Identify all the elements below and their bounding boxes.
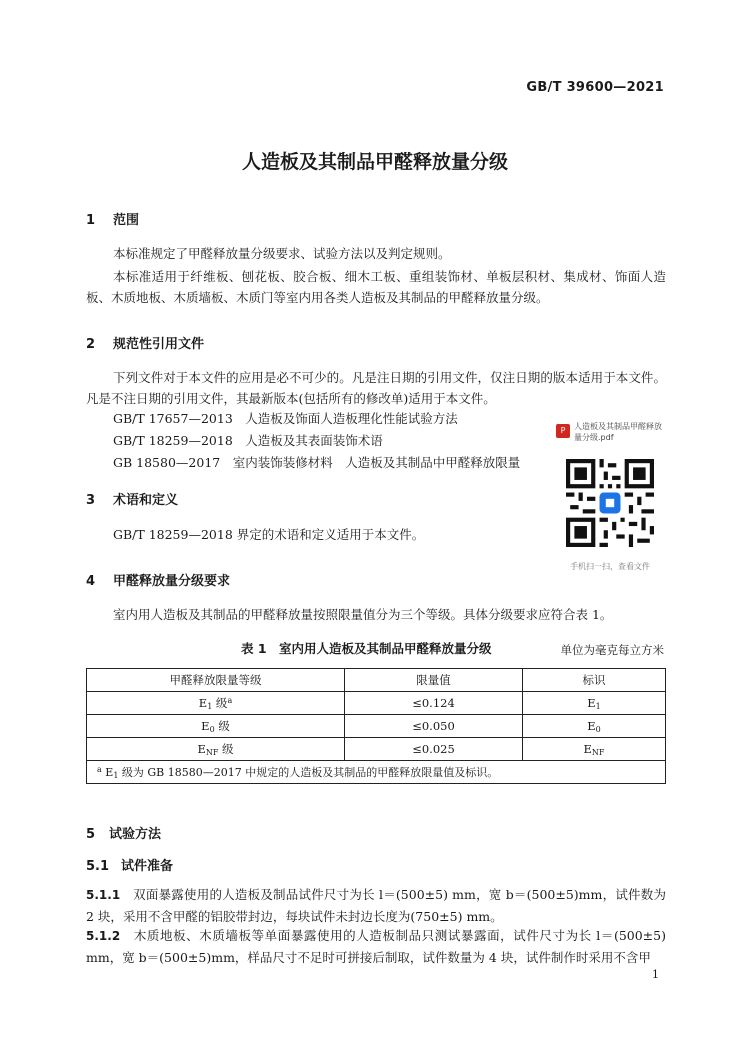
table-header: 标识	[523, 669, 666, 692]
clause-5-1-2	[86, 925, 666, 968]
table-note: $^a$ $E_1$ 级为 GB 18580—2017 中规定的人造板及其制品的甲醛释放限量值及标识。	[87, 761, 666, 784]
limit-cell: ≤0.124	[345, 692, 523, 715]
table-caption: 表 1 室内用人造板及其制品甲醛释放量分级	[241, 641, 492, 656]
formaldehyde-grade-table	[86, 668, 666, 784]
mark-cell: $E_1$	[523, 692, 666, 715]
grade-cell: $E_{NF}$ 级	[87, 738, 345, 761]
table-row	[87, 692, 666, 715]
section-1-heading	[86, 209, 139, 228]
table-unit: 单位为毫克每立方米	[560, 643, 664, 657]
section-title: 术语和定义	[113, 493, 179, 508]
grade-cell: $E_0$ 级	[87, 715, 345, 738]
normative-reference: GB/T 17657—2013 人造板及饰面人造板理化性能试验方法	[113, 411, 458, 426]
limit-cell: ≤0.025	[345, 738, 523, 761]
section-2-paragraph-1: 下列文件对于本文件的应用是必不可少的。凡是注日期的引用文件，仅注日期的版本适用于本文件。凡是不注日期的引用文件，其最新版本(包括所有的修改单)适用于本文件。	[86, 370, 666, 406]
table-header: 甲醛释放限量等级	[87, 669, 345, 692]
table-header-row	[87, 669, 666, 692]
section-number: 3	[86, 493, 96, 508]
mark-cell: $E_0$	[523, 715, 666, 738]
standard-code: GB/T 39600—2021	[526, 80, 664, 95]
document-title: 人造板及其制品甲醛释放量分级	[241, 151, 508, 173]
page-number: 1	[652, 968, 659, 981]
pdf-file-icon: P	[556, 424, 570, 438]
section-5-1-heading	[86, 855, 173, 874]
qr-code[interactable]	[566, 459, 654, 547]
section-title: 试验方法	[109, 827, 162, 842]
mark-cell: $E_{NF}$	[523, 738, 666, 761]
section-5-heading	[86, 823, 161, 842]
section-number: 5	[86, 827, 96, 842]
clause-number: 5.1.2	[86, 929, 121, 943]
section-4-heading	[86, 570, 230, 589]
table-header: 限量值	[345, 669, 523, 692]
clause-number: 5.1.1	[86, 888, 121, 902]
section-4-paragraph-1: 室内用人造板及其制品的甲醛释放量按照限量值分为三个等级。具体分级要求应符合表 1。	[113, 607, 613, 622]
limit-cell: ≤0.050	[345, 715, 523, 738]
table-row	[87, 738, 666, 761]
clause-5-1-1	[86, 884, 666, 927]
table-row	[87, 715, 666, 738]
qr-file-name: 人造板及其制品甲醛释放量分级.pdf	[574, 422, 662, 442]
grade-cell: $E_1$ 级$^a$	[87, 692, 345, 715]
section-2-heading	[86, 333, 204, 352]
section-title: 甲醛释放量分级要求	[113, 574, 231, 589]
section-number: 2	[86, 337, 96, 352]
section-number: 5.1	[86, 859, 110, 874]
clause-text: 木质地板、木质墙板等单面暴露使用的人造板制品只测试暴露面，试件尺寸为长 l＝(500±5) mm，宽 b＝(500±5)mm，样品尺寸不足时可拼接后制取，试件数量为 4 块，试件制作时采用不含甲	[86, 928, 666, 965]
section-1-paragraph-2: 本标准适用于纤维板、刨花板、胶合板、细木工板、重组装饰材、单板层积材、集成材、饰面人造板、木质地板、木质墙板、木质门等室内用各类人造板及其制品的甲醛释放量分级。	[86, 269, 666, 305]
table-note-row	[87, 761, 666, 784]
section-number: 4	[86, 574, 96, 589]
section-title: 范围	[113, 213, 140, 228]
qr-caption: 手机扫一扫，查看文件	[570, 562, 650, 571]
section-1-paragraph-1: 本标准规定了甲醛释放量分级要求、试验方法以及判定规则。	[113, 246, 451, 261]
clause-text: 双面暴露使用的人造板及制品试件尺寸为长 l＝(500±5) mm，宽 b＝(500±5)mm，试件数为 2 块，采用不含甲醛的铝胶带封边，每块试件未封边长度为(750±5) mm。	[86, 887, 666, 924]
section-3-heading	[86, 489, 178, 508]
section-number: 1	[86, 213, 96, 228]
section-title: 试件准备	[121, 859, 174, 874]
section-3-paragraph-1: GB/T 18259—2018 界定的术语和定义适用于本文件。	[113, 527, 425, 542]
normative-reference: GB 18580—2017 室内装饰装修材料 人造板及其制品中甲醛释放限量	[113, 455, 521, 470]
normative-reference: GB/T 18259—2018 人造板及其表面装饰术语	[113, 433, 383, 448]
section-title: 规范性引用文件	[113, 337, 205, 352]
